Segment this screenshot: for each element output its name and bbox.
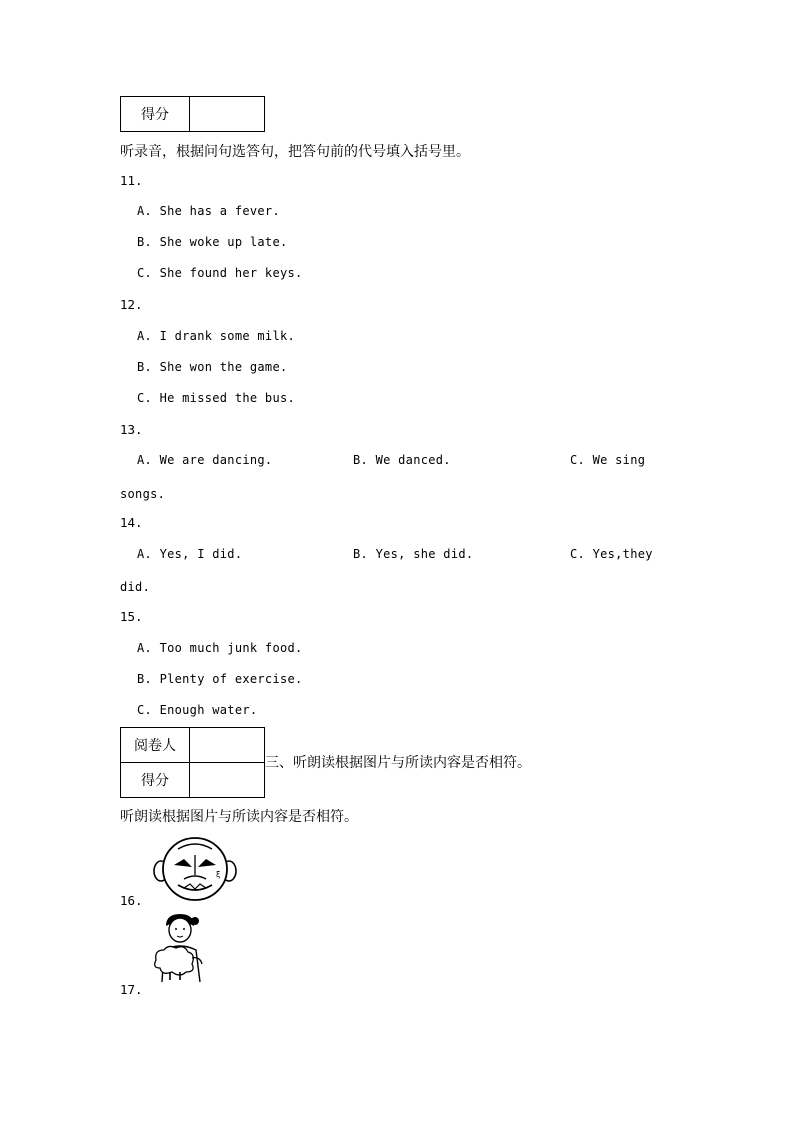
section3-instruction: 听朗读根据图片与所读内容是否相符。 [120,809,358,825]
question-number-14: 14. [120,515,143,530]
q15-option-b: B. Plenty of exercise. [137,672,303,686]
score-value-cell[interactable] [190,97,265,132]
q12-option-c: C. He missed the bus. [137,391,296,405]
svg-text:ξ: ξ [216,870,221,879]
q12-option-b: B. She won the game. [137,360,288,374]
opera-mask-image [150,835,240,905]
question-number-12: 12. [120,297,143,312]
q13-option-c-wrap: songs. [120,487,166,501]
q14-option-c: C. Yes,they [570,547,653,561]
girl-with-sheep-image [150,912,210,984]
q13-option-a: A. We are dancing. [137,453,273,467]
question-number-11: 11. [120,173,143,188]
q13-option-b: B. We danced. [353,453,451,467]
question-number-17: 17. [120,982,143,997]
score-box-top [120,96,265,132]
q12-option-a: A. I drank some milk. [137,329,296,343]
score-label-2: 得分 [121,763,190,798]
score-label: 得分 [121,97,190,132]
score-box-mid [120,727,265,798]
question-number-16: 16. [120,893,143,908]
section2-instruction: 听录音，根据问句选答句，把答句前的代号填入括号里。 [120,144,470,160]
q11-option-c: C. She found her keys. [137,266,303,280]
question-number-15: 15. [120,609,143,624]
q11-option-b: B. She woke up late. [137,235,288,249]
q15-option-c: C. Enough water. [137,703,258,717]
score-value-cell-2[interactable] [190,763,265,798]
question-number-13: 13. [120,422,143,437]
grader-value-cell[interactable] [190,728,265,763]
q14-option-b: B. Yes, she did. [353,547,474,561]
section3-heading: 三、听朗读根据图片与所读内容是否相符。 [265,755,531,771]
q14-option-a: A. Yes, I did. [137,547,243,561]
q15-option-a: A. Too much junk food. [137,641,303,655]
q13-option-c: C. We sing [570,453,646,467]
q11-option-a: A. She has a fever. [137,204,280,218]
grader-label: 阅卷人 [121,728,190,763]
q14-option-c-wrap: did. [120,580,151,594]
